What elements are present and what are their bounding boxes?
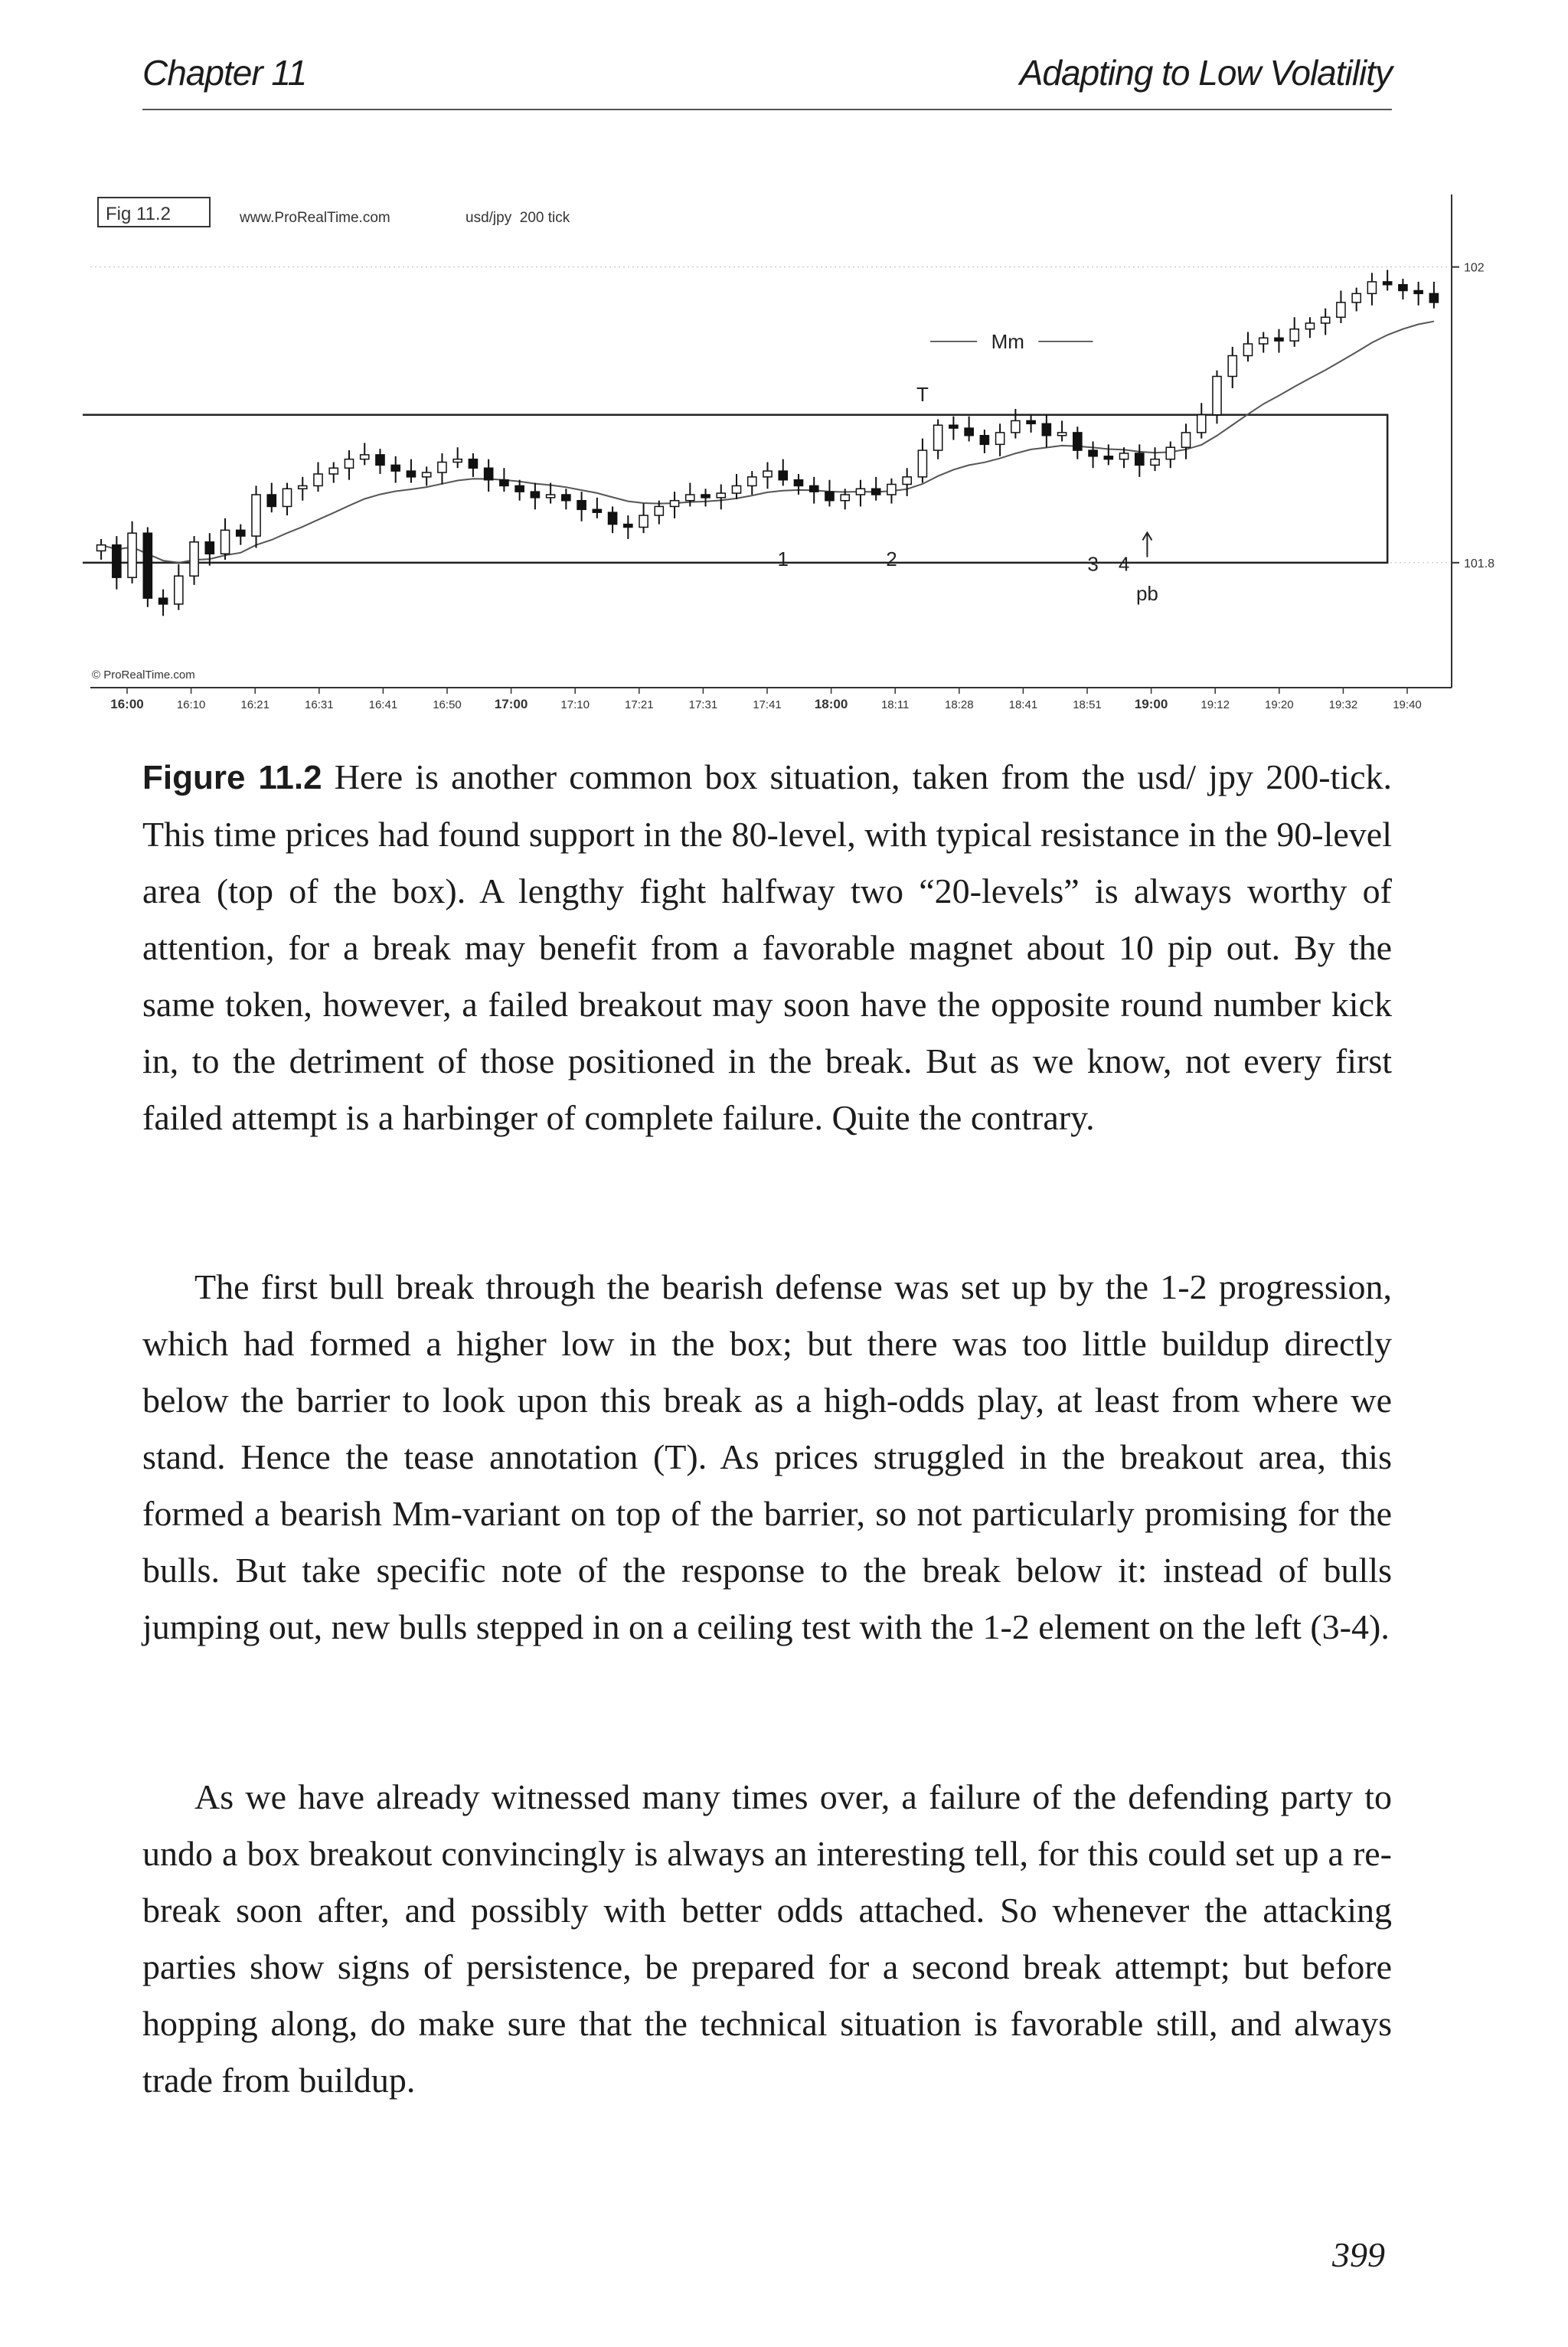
candle-down [1275, 338, 1283, 341]
candle-down [500, 480, 508, 486]
candle-up [361, 455, 369, 459]
x-tick-label: 16:31 [305, 698, 334, 711]
candle-up [299, 485, 307, 489]
page-number: 399 [1332, 2235, 1385, 2274]
candle-up [1228, 355, 1236, 376]
candle-up [128, 533, 136, 577]
candle-down [267, 495, 276, 506]
candle-up [686, 495, 694, 501]
x-tick-label: 17:00 [494, 697, 528, 711]
candle-down [1135, 453, 1144, 465]
candlestick-series [97, 270, 1439, 616]
candle-up [1321, 317, 1330, 323]
candle-up [345, 459, 353, 469]
candle-up [175, 576, 183, 604]
candle-up [887, 484, 896, 495]
candle-up [748, 477, 756, 486]
candle-up [1011, 420, 1020, 432]
candle-up [670, 501, 678, 507]
instrument-label: usd/jpy 200 tick [466, 210, 570, 226]
candle-up [329, 468, 338, 474]
candle-down [515, 485, 524, 492]
candle-down [1104, 456, 1112, 459]
candle-up [1181, 433, 1190, 447]
candle-up [717, 493, 725, 498]
candle-down [980, 436, 988, 445]
x-tick-label: 19:32 [1328, 698, 1358, 711]
annotation-1: 1 [777, 547, 789, 570]
candle-up [732, 485, 740, 493]
x-tick-label: 19:20 [1265, 698, 1294, 711]
annotation-mm: Mm [991, 329, 1024, 353]
candle-up [547, 495, 555, 498]
candle-down [1027, 420, 1035, 423]
source-label: www.ProRealTime.com [240, 210, 390, 226]
candle-down [701, 495, 710, 498]
candle-down [1429, 293, 1438, 302]
candle-down [1089, 450, 1097, 456]
candle-up [903, 477, 911, 485]
candle-up [841, 495, 849, 501]
candle-up [1305, 323, 1314, 329]
chart-annotations [778, 330, 1158, 605]
candle-up [1058, 433, 1067, 436]
x-tick-label: 19:40 [1393, 698, 1422, 711]
candle-up [996, 433, 1004, 444]
candle-down [113, 545, 121, 577]
candle-down [577, 501, 586, 510]
candle-up [190, 542, 198, 576]
annotation-t: T [916, 383, 929, 407]
annotation-pb: pb [1135, 582, 1158, 606]
candle-up [1166, 447, 1174, 459]
candle-down [376, 455, 384, 466]
annotation-4: 4 [1118, 552, 1130, 576]
x-axis-labels [110, 688, 1422, 711]
fig-label: Fig 11.2 [106, 204, 171, 224]
x-tick-label: 18:28 [945, 698, 974, 711]
candle-down [1383, 282, 1392, 285]
candle-down [965, 428, 973, 436]
candle-down [469, 459, 477, 469]
y-tick-label: 101.8 [1464, 557, 1495, 570]
candle-down [872, 489, 880, 495]
candle-down [624, 525, 632, 528]
candle-down [205, 542, 214, 554]
candle-up [934, 425, 942, 450]
candle-down [159, 598, 168, 604]
candle-up [1367, 282, 1376, 293]
x-tick-label: 17:41 [753, 698, 782, 711]
candle-down [609, 512, 617, 524]
candle-down [1073, 433, 1082, 450]
candle-up [1259, 338, 1268, 344]
x-tick-label: 17:10 [560, 698, 590, 711]
candle-up [252, 495, 260, 536]
section-title: Adapting to Low Volatility [1019, 53, 1392, 93]
candle-down [391, 465, 400, 471]
body-paragraph-2: As we have already witnessed many times over, a failure of the defending party to undo a box breakout convincingly is always an interesting tell, for this could set up a re-break soon after, and possibly with better odds attached. So whenever the attacking parties show signs of persistence, be prepared for a second break attempt; but before hopping along, do make sure that the technical situation is favorable still, and always trade from buildup. [142, 1777, 1392, 2100]
candle-up [856, 489, 864, 495]
candle-up [1151, 459, 1159, 466]
candle-up [1213, 377, 1221, 415]
running-head [142, 47, 1392, 110]
candle-up [438, 463, 446, 473]
candle-down [1042, 423, 1050, 435]
candle-up [1290, 329, 1298, 341]
price-chart-figure [83, 191, 1522, 712]
x-tick-label: 19:12 [1200, 698, 1230, 711]
candle-up [763, 471, 772, 477]
candle-up [97, 545, 106, 551]
candle-up [639, 515, 648, 527]
candle-up [918, 450, 926, 477]
x-tick-label: 16:50 [433, 698, 462, 711]
candle-up [283, 489, 291, 506]
annotation-3: 3 [1087, 552, 1099, 576]
candle-down [485, 468, 493, 479]
x-tick-label: 16:21 [240, 698, 270, 711]
caption-label: Figure 11.2 [142, 759, 322, 796]
candle-down [562, 495, 570, 501]
figure-caption [142, 749, 1392, 1146]
candle-up [423, 472, 431, 477]
candle-up [1197, 415, 1206, 433]
candle-up [1119, 453, 1128, 459]
candle-up [655, 506, 663, 515]
candle-up [453, 459, 462, 463]
candle-down [593, 509, 601, 512]
y-axis-labels [1452, 262, 1494, 570]
candle-up [1352, 293, 1361, 302]
caption-text: Here is another common box situation, taken from the usd/ jpy 200-tick. This time prices had found support in the 80-level, with typical resistance in the 90-level area (top of the box). A lengthy fight halfway two “20-levels” is always worthy of attention, for a break may benefit from a favorable magnet about 10 pip out. By the same token, however, a failed breakout may soon have the opposite round number kick in, to the detriment of those positioned in the break. But as we know, not every first failed attempt is a harbinger of complete failure. Quite the contrary. [142, 757, 1393, 1137]
y-tick-label: 102 [1464, 261, 1485, 275]
x-tick-label: 16:10 [176, 698, 206, 711]
x-tick-label: 16:41 [368, 698, 398, 711]
x-tick-label: 16:00 [110, 697, 144, 711]
candle-up [314, 474, 322, 485]
candle-down [1399, 285, 1407, 291]
candle-down [810, 485, 818, 492]
candle-up [1243, 344, 1252, 355]
candle-down [237, 530, 245, 536]
candle-down [143, 533, 152, 598]
chapter-title: Chapter 11 [142, 53, 307, 93]
price-chart [83, 191, 1522, 712]
annotation-2: 2 [886, 547, 897, 570]
x-tick-label: 17:31 [688, 698, 718, 711]
x-tick-label: 18:41 [1008, 698, 1038, 711]
candle-up [1337, 302, 1345, 317]
x-tick-label: 18:00 [814, 697, 848, 711]
x-tick-label: 18:51 [1073, 698, 1102, 711]
body-paragraph-1: The first bull break through the bearish defense was set up by the 1-2 progression, which had formed a higher low in the box; but there was too little buildup directly below the barrier to look upon this break as a high-odds play, at least from where we stand. Hence the tease annotation (T). As prices struggled in the breakout area, this formed a bearish Mm-variant on top of the barrier, so not particularly promising for the bulls. But take specific note of the response to the break below it: instead of bulls jumping out, new bulls stepped in on a ceiling test with the 1-2 element on the left (3-4). [142, 1267, 1392, 1646]
x-tick-label: 19:00 [1134, 697, 1168, 711]
candle-down [407, 471, 415, 477]
watermark: © ProRealTime.com [92, 668, 195, 682]
candle-down [1414, 291, 1423, 294]
candle-down [531, 492, 539, 498]
x-tick-label: 18:11 [880, 698, 910, 711]
x-tick-label: 17:21 [625, 698, 654, 711]
candle-down [794, 480, 802, 486]
candle-down [825, 492, 834, 501]
candle-down [779, 471, 787, 480]
candle-up [220, 530, 229, 554]
candle-down [949, 425, 958, 428]
